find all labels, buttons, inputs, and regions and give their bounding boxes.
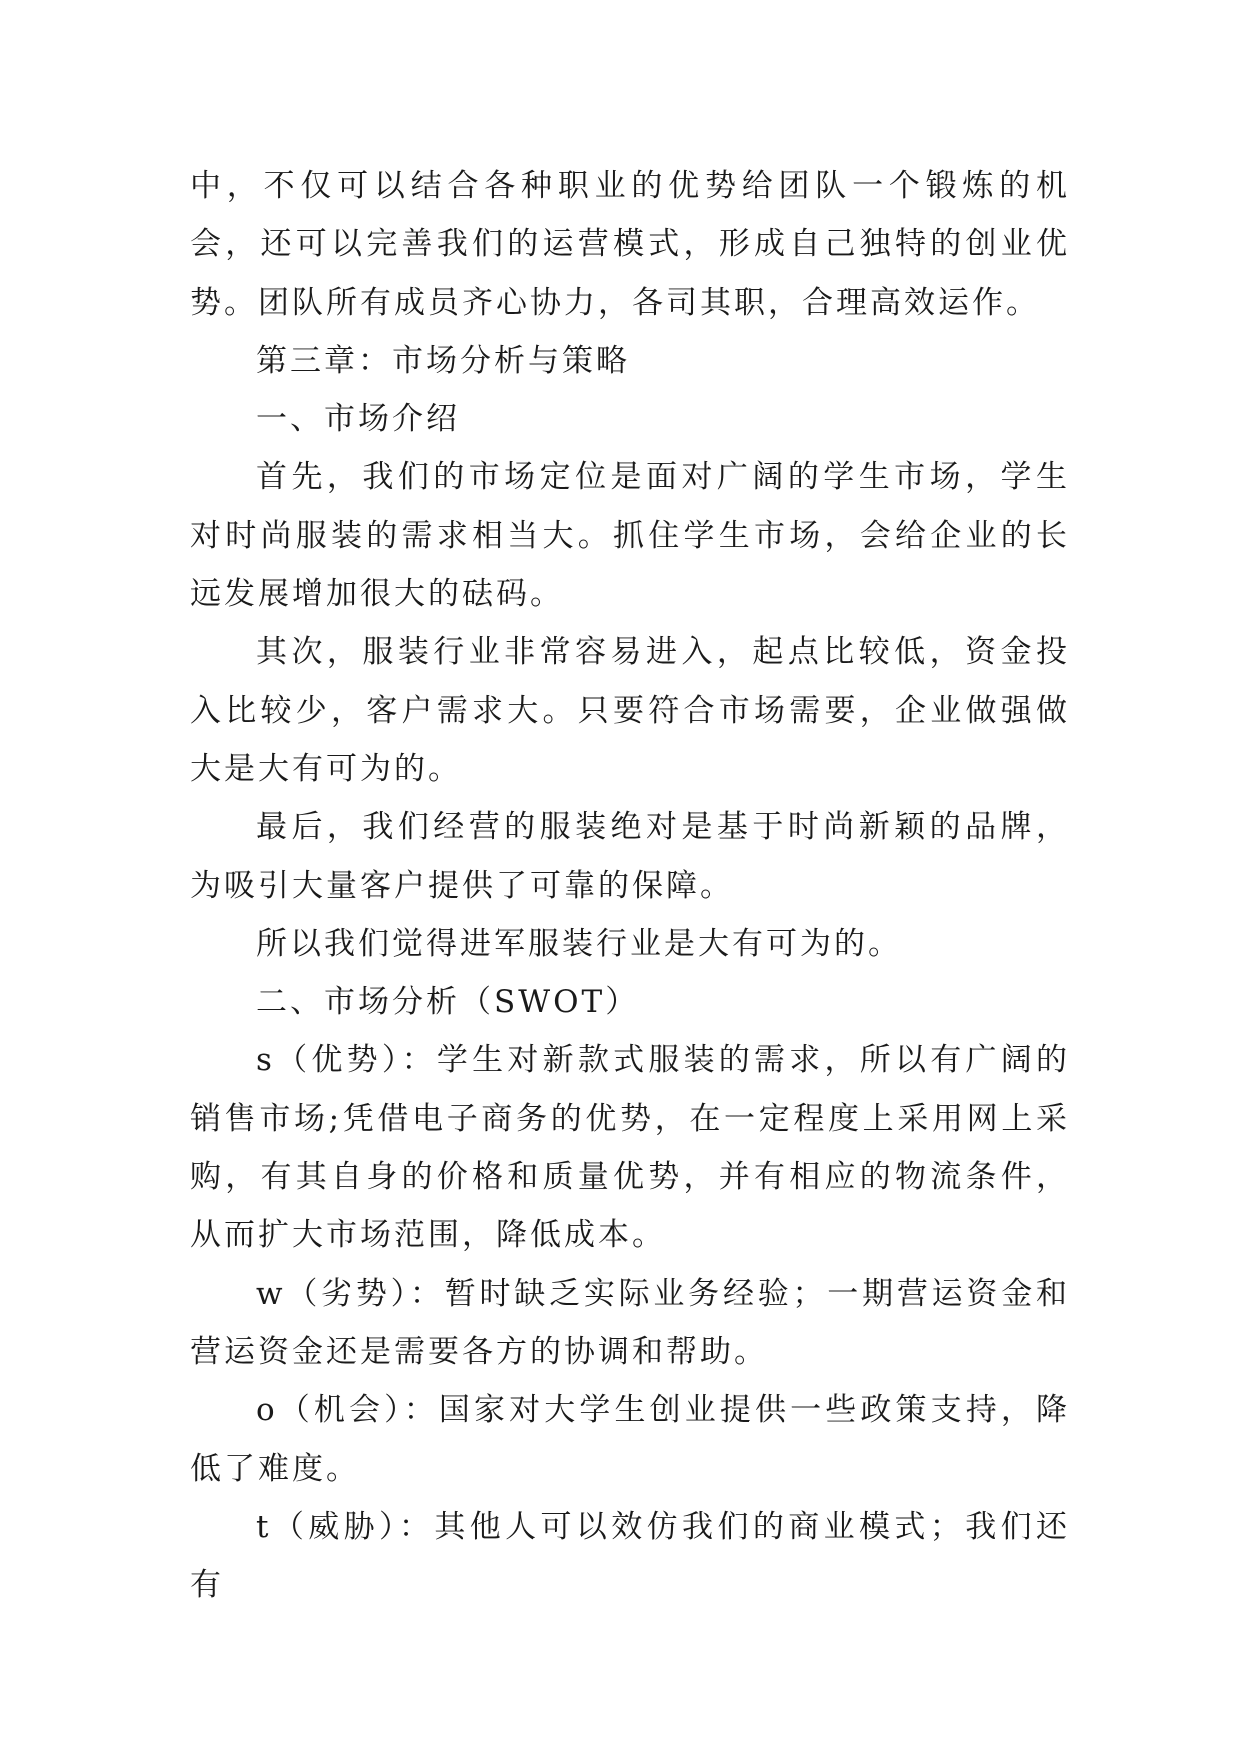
paragraph-threats: t（威胁）：其他人可以效仿我们的商业模式；我们还有	[190, 1508, 1070, 1604]
section-heading-swot: 二、市场分析（SWOT）	[256, 984, 640, 1021]
paragraph: 首先，我们的市场定位是面对广阔的学生市场，学生对时尚服装的需求相当大。抓住学生市场，会给企业的长远发展增加很大的砝码。	[190, 459, 1070, 613]
paragraph: 最后，我们经营的服装绝对是基于时尚新颖的品牌，为吸引大量客户提供了可靠的保障。	[190, 809, 1070, 904]
paragraph-weaknesses: w（劣势）：暂时缺乏实际业务经验；一期营运资金和营运资金还是需要各方的协调和帮助。	[190, 1275, 1070, 1370]
section-heading-market-intro: 一、市场介绍	[256, 401, 460, 438]
paragraph-opportunities: o（机会）：国家对大学生创业提供一些政策支持，降低了难度。	[190, 1392, 1070, 1487]
document-body	[190, 157, 1070, 1614]
paragraph: 所以我们觉得进军服装行业是大有可为的。	[256, 925, 902, 962]
paragraph: 其次，服装行业非常容易进入，起点比较低，资金投入比较少，客户需求大。只要符合市场需要，企业做强做大是大有可为的。	[190, 634, 1070, 787]
paragraph-strengths: s（优势）：学生对新款式服装的需求，所以有广阔的销售市场;凭借电子商务的优势，在一定程度上采用网上采购，有其自身的价格和质量优势，并有相应的物流条件，从而扩大市场范围，降低成本。	[190, 1042, 1070, 1254]
chapter-heading: 第三章：市场分析与策略	[256, 342, 630, 379]
paragraph-continuation: 中，不仅可以结合各种职业的优势给团队一个锻炼的机会，还可以完善我们的运营模式，形成自己独特的创业优势。团队所有成员齐心协力，各司其职，合理高效运作。	[190, 168, 1070, 321]
